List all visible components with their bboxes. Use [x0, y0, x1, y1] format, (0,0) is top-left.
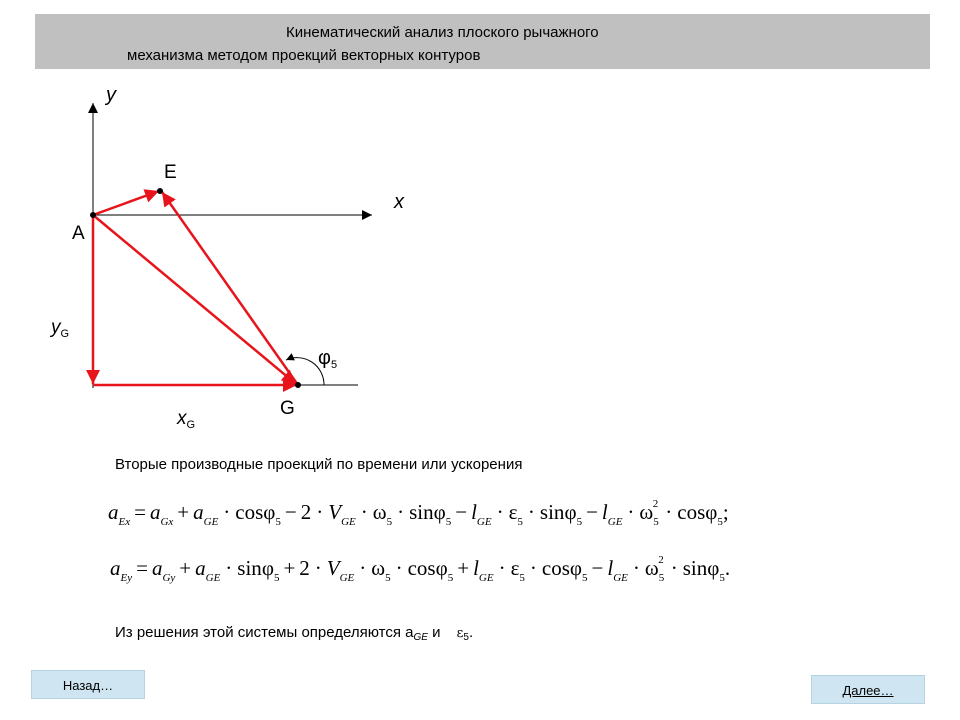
axis-y-label: y: [106, 84, 116, 106]
subheading: Вторые производные проекций по времени или ускорения: [115, 456, 523, 473]
point-G-label: G: [280, 398, 295, 419]
conclusion-conj: и: [427, 624, 445, 641]
conclusion-text: [115, 624, 473, 641]
formula-aEy: aEy = aGy + aGE · sinφ5 + 2 · VGE · ω5 · cosφ5 + lGE · ε5 · cosφ5 − lGE · ω52 · sinφ5.: [110, 554, 731, 584]
label-yG: $y_G$: [51, 317, 70, 340]
point-E-dot: [157, 188, 163, 194]
back-button[interactable]: [31, 670, 145, 699]
point-A-label: A: [72, 223, 85, 244]
next-button[interactable]: [811, 675, 925, 704]
vector-AG: [93, 215, 296, 384]
label-xG: $x_G$: [177, 408, 196, 431]
point-E-label: E: [164, 162, 177, 183]
conclusion-sub-ge: GE: [413, 632, 428, 643]
title-line-2: механизма методом проекций векторных контуров: [127, 47, 481, 64]
angle-label: $\varphi_5$: [318, 347, 338, 371]
conclusion-end: .: [468, 624, 474, 641]
title-line-1: Кинематический анализ плоского рычажного: [286, 24, 599, 41]
next-button-label: Далее…: [842, 683, 894, 698]
vector-AE: [93, 191, 159, 215]
point-G-dot: [295, 382, 301, 388]
conclusion-eps: ε: [456, 626, 464, 641]
formula-aEx: aEx = aGx + aGE · cosφ5 − 2 · VGE · ω5 · sinφ5 − lGE · ε5 · sinφ5 − lGE · ω52 · cosφ5;: [108, 498, 729, 528]
back-button-label: Назад…: [62, 678, 114, 693]
conclusion-main: Из решения этой системы определяются a: [115, 624, 414, 641]
conclusion-eps-sub: 5: [463, 632, 469, 643]
point-A-dot: [90, 212, 96, 218]
axis-x-label: x: [394, 191, 404, 213]
